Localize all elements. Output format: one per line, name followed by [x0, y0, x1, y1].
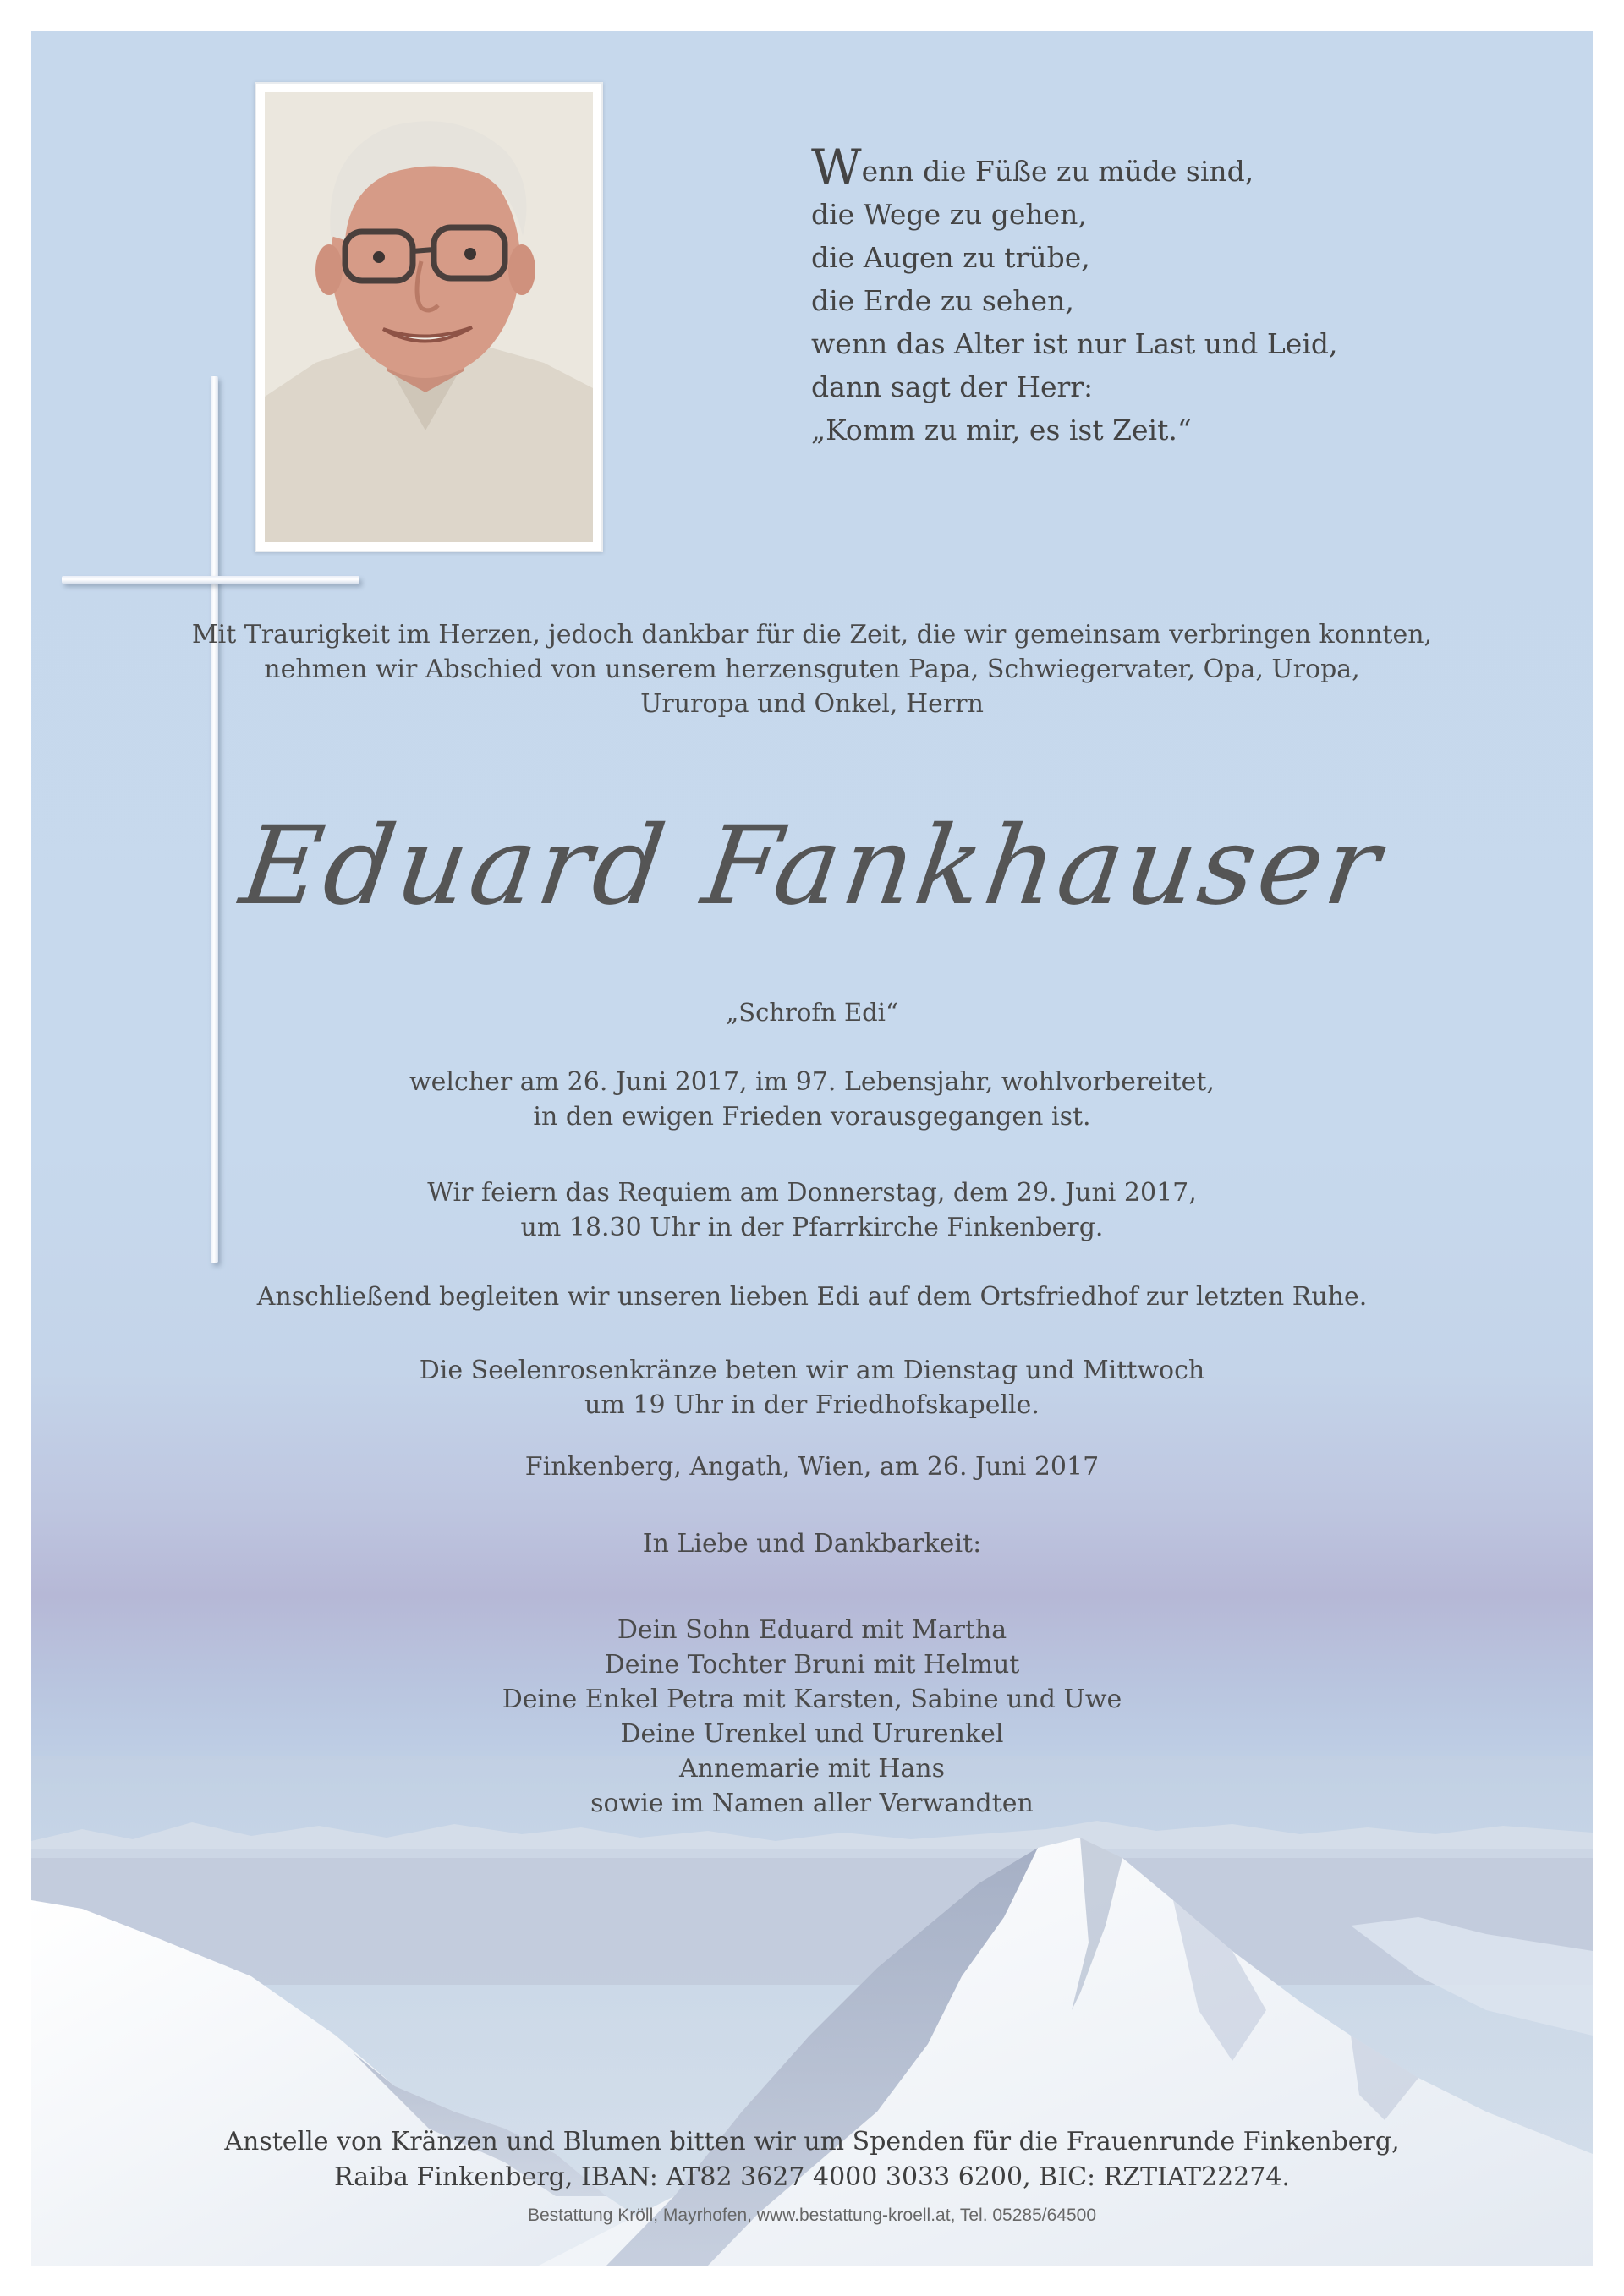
- mourners-list: [31, 1613, 1593, 1821]
- poem-line: die Erde zu sehen,: [811, 284, 1074, 317]
- poem-line: „Komm zu mir, es ist Zeit.“: [811, 414, 1192, 447]
- death-notice-line: welcher am 26. Juni 2017, im 97. Lebensjahr, wohlvorbereitet,: [409, 1067, 1215, 1097]
- thanks-heading: In Liebe und Dankbarkeit:: [642, 1529, 982, 1559]
- donation-line: Raiba Finkenberg, IBAN: AT82 3627 4000 3033 6200, BIC: RZTIAT22274.: [334, 2162, 1290, 2192]
- poem-first-line: [811, 139, 1505, 196]
- obituary-card: [31, 31, 1593, 2266]
- death-notice: [31, 1065, 1593, 1134]
- requiem-info: [31, 1175, 1593, 1245]
- portrait-photo: [265, 92, 593, 542]
- nickname: „Schrofn Edi“: [726, 998, 898, 1027]
- requiem-line: um 18.30 Uhr in der Pfarrkirche Finkenberg.: [520, 1213, 1104, 1242]
- poem-initial-letter: W: [811, 139, 862, 196]
- burial-info: Anschließend begleiten wir unseren lieben Edi auf dem Ortsfriedhof zur letzten Ruhe.: [256, 1282, 1368, 1312]
- mourner-entry: Annemarie mit Hans: [678, 1754, 946, 1784]
- donation-line: Anstelle von Kränzen und Blumen bitten wir um Spenden für die Frauenrunde Finkenberg,: [224, 2127, 1400, 2156]
- intro-line: Ururopa und Onkel, Herrn: [640, 689, 984, 719]
- rosary-line: Die Seelenrosenkränze beten wir am Dienstag und Mittwoch: [419, 1356, 1205, 1385]
- death-notice-line: in den ewigen Frieden vorausgegangen ist.: [533, 1102, 1091, 1132]
- poem-first-line-text: enn die Füße zu müde sind,: [861, 155, 1254, 188]
- portrait-frame: [255, 82, 603, 552]
- poem-line: die Augen zu trübe,: [811, 241, 1090, 274]
- rosary-info: [31, 1353, 1593, 1422]
- poem: [811, 139, 1505, 452]
- funeral-home-info: Bestattung Kröll, Mayrhofen, www.bestattung-kroell.at, Tel. 05285/64500: [527, 2206, 1096, 2225]
- rosary-line: um 19 Uhr in der Friedhofskapelle.: [584, 1390, 1040, 1420]
- requiem-line: Wir feiern das Requiem am Donnerstag, dem 29. Juni 2017,: [427, 1178, 1197, 1208]
- place-and-date: Finkenberg, Angath, Wien, am 26. Juni 2017: [524, 1452, 1100, 1482]
- poem-line: die Wege zu gehen,: [811, 198, 1087, 231]
- poem-line: wenn das Alter ist nur Last und Leid,: [811, 327, 1338, 360]
- intro-text: [31, 617, 1593, 721]
- mourner-entry: sowie im Namen aller Verwandten: [590, 1789, 1034, 1818]
- mourner-entry: Deine Tochter Bruni mit Helmut: [604, 1650, 1020, 1680]
- deceased-name: Eduard Fankhauser: [233, 803, 1391, 929]
- mourner-entry: Deine Enkel Petra mit Karsten, Sabine und Uwe: [502, 1685, 1122, 1714]
- poem-line: dann sagt der Herr:: [811, 370, 1094, 403]
- donation-request: [31, 2124, 1593, 2195]
- intro-line: Mit Traurigkeit im Herzen, jedoch dankbar für die Zeit, die wir gemeinsam verbringen konnten,: [191, 620, 1433, 649]
- cross-horizontal-beam: [62, 576, 359, 584]
- mourner-entry: Dein Sohn Eduard mit Martha: [617, 1615, 1007, 1645]
- mourner-entry: Deine Urenkel und Ururenkel: [620, 1719, 1004, 1749]
- intro-line: nehmen wir Abschied von unserem herzensguten Papa, Schwiegervater, Opa, Uropa,: [264, 655, 1360, 684]
